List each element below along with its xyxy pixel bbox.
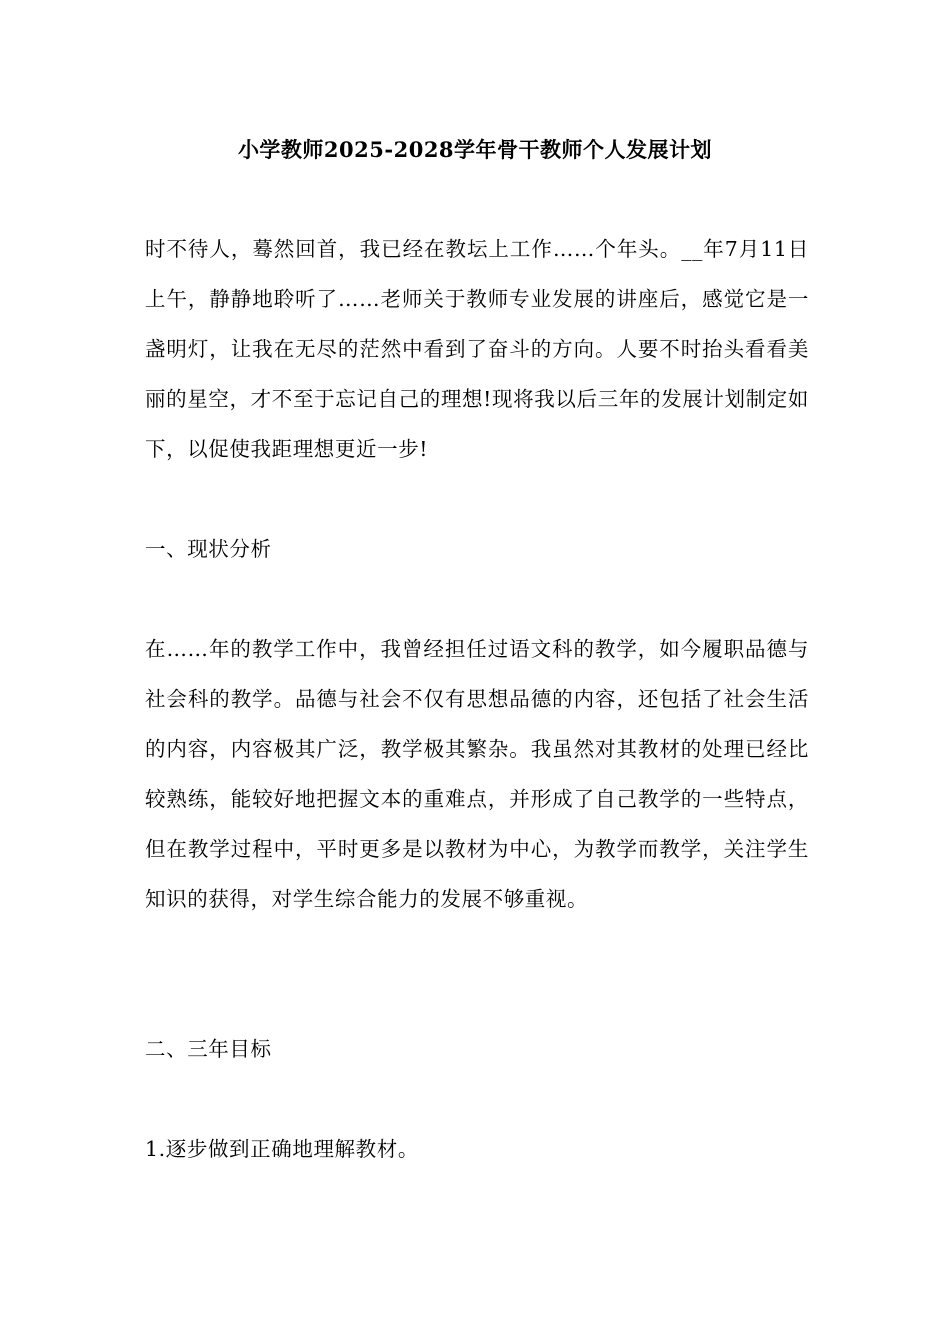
intro-paragraph: 时不待人，蓦然回首，我已经在教坛上工作……个年头。__年7月11日上午，静静地聆听了……老师关于教师专业发展的讲座后，感觉它是一盏明灯，让我在无尽的茫然中看到了奋斗的方向。人要不时抬头看看美丽的星空，才不至于忘记自己的理想!现将我以后三年的发展计划制定如下，以促使我距理想更近一步! bbox=[145, 237, 809, 461]
section-heading-status: 一、现状分析 bbox=[145, 537, 272, 561]
status-analysis-paragraph: 在……年的教学工作中，我曾经担任过语文科的教学，如今履职品德与社会科的教学。品德与社会不仅有思想品德的内容，还包括了社会生活的内容，内容极其广泛，教学极其繁杂。我虽然对其教材的处理已经比较熟练，能较好地把握文本的重难点，并形成了自己教学的一些特点，但在教学过程中，平时更多是以教材为中心，为教学而教学，关注学生知识的获得，对学生综合能力的发展不够重视。 bbox=[145, 637, 809, 911]
goal-item-1: 1.逐步做到正确地理解教材。 bbox=[145, 1137, 419, 1161]
document-title: 小学教师2025-2028学年骨干教师个人发展计划 bbox=[237, 137, 713, 162]
section-heading-goals: 二、三年目标 bbox=[145, 1037, 272, 1061]
